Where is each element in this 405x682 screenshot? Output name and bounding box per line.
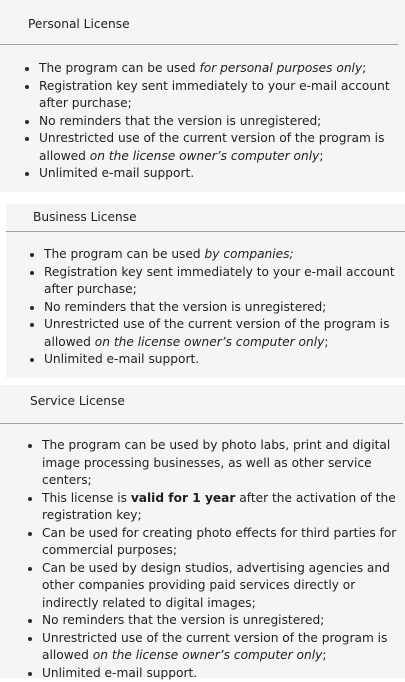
item-text: ; (324, 335, 328, 349)
section-title: Personal License (28, 16, 405, 34)
item-text: This license is (42, 491, 131, 505)
list-item (25, 630, 403, 665)
item-text: after the activation of the registration key; (42, 491, 396, 523)
list-item (27, 299, 399, 317)
item-text: Can be used for creating photo effects for third parties for commercial purposes; (42, 526, 396, 558)
list-item (27, 246, 399, 264)
item-text: No reminders that the version is unregistered; (39, 114, 321, 128)
business-license-section (6, 204, 405, 378)
list-item (27, 264, 399, 299)
feature-list (25, 437, 403, 682)
list-item (25, 525, 403, 560)
list-item (27, 316, 399, 351)
item-text: No reminders that the version is unregistered; (44, 300, 326, 314)
item-text: Can be used by design studios, advertising agencies and other companies providing paid services directly or indirectly related to digital images; (42, 561, 390, 610)
section-divider (0, 44, 398, 45)
list-item (22, 130, 400, 165)
item-text: by companies; (205, 247, 294, 261)
section-divider (0, 423, 403, 424)
list-item (25, 560, 403, 613)
item-text: Registration key sent immediately to your e-mail account after purchase; (39, 79, 390, 111)
item-text: Unlimited e-mail support. (44, 352, 199, 366)
list-item (22, 165, 400, 183)
item-text: Unrestricted use of the current version of the program is allowed (39, 131, 384, 163)
list-item (22, 60, 400, 78)
list-item (25, 437, 403, 490)
item-text: valid for 1 year (131, 491, 236, 505)
feature-list (27, 246, 399, 369)
item-text: Unlimited e-mail support. (39, 166, 194, 180)
item-text: Unrestricted use of the current version of the program is allowed (44, 317, 389, 349)
service-license-section (0, 385, 405, 678)
item-text: on the license owner’s computer only (93, 648, 323, 662)
item-text: ; (319, 149, 323, 163)
list-item (22, 113, 400, 131)
item-text: The program can be used (44, 247, 205, 261)
item-text: Registration key sent immediately to your e-mail account after purchase; (44, 265, 395, 297)
item-text: The program can be used by photo labs, print and digital image processing businesses, as well as other service centers; (42, 438, 390, 487)
item-text: Unrestricted use of the current version of the program is allowed (42, 631, 387, 663)
list-item (25, 665, 403, 682)
item-text: Unlimited e-mail support. (42, 666, 197, 680)
section-divider (6, 231, 405, 232)
item-text: on the license owner’s computer only (95, 335, 325, 349)
list-item (25, 490, 403, 525)
list-item (25, 612, 403, 630)
item-text: The program can be used (39, 61, 200, 75)
section-title: Service License (30, 393, 405, 411)
item-text: No reminders that the version is unregistered; (42, 613, 324, 627)
feature-list (22, 60, 400, 183)
item-text: ; (362, 61, 366, 75)
item-text: for personal purposes only (200, 61, 363, 75)
list-item (22, 78, 400, 113)
item-text: ; (322, 648, 326, 662)
personal-license-section (0, 0, 405, 192)
section-title: Business License (33, 209, 405, 227)
item-text: on the license owner’s computer only (90, 149, 320, 163)
list-item (27, 351, 399, 369)
